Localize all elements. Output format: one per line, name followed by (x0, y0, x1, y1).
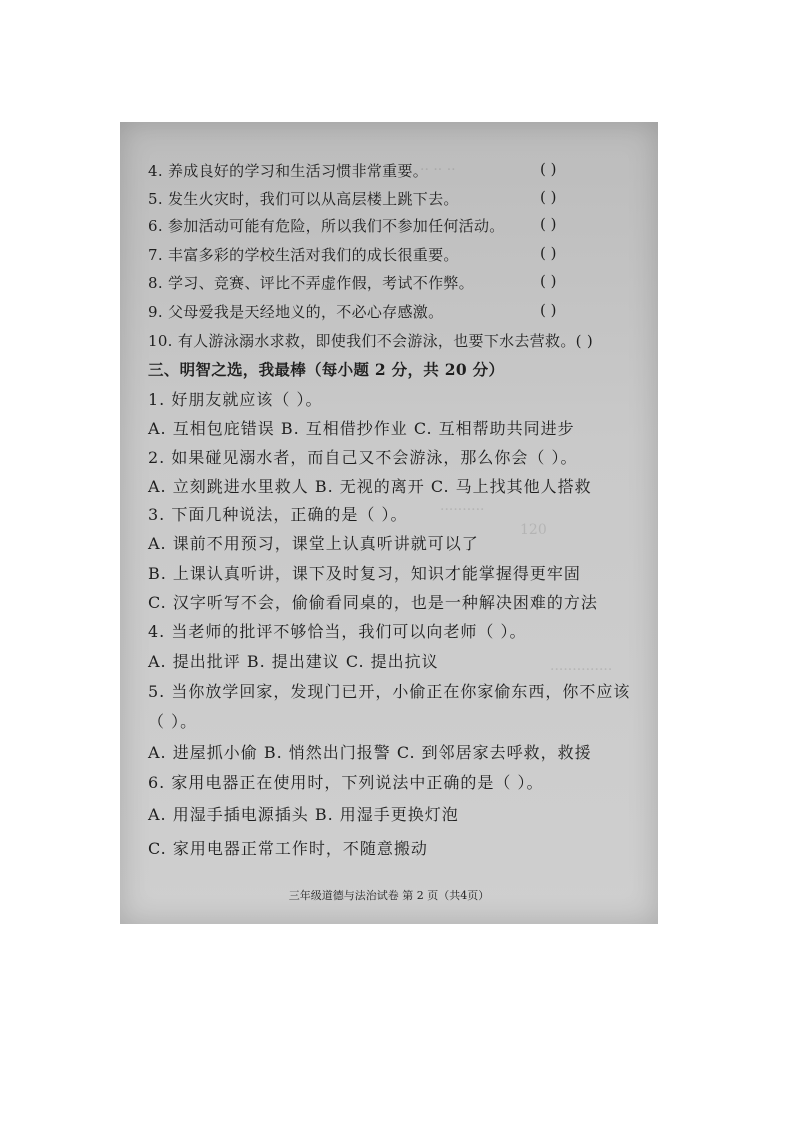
bleed-through-text: ·············· (550, 662, 613, 678)
question-6-option-c: C. 家用电器正常工作时，不随意搬动 (148, 839, 428, 858)
answer-blank[interactable]: ( ) (540, 188, 557, 206)
question-6: 6. 家用电器正在使用时，下列说法中正确的是（ ）。 (148, 773, 544, 792)
question-6-options-ab: A. 用湿手插电源插头 B. 用湿手更换灯泡 (148, 805, 459, 824)
answer-blank[interactable]: ( ) (540, 272, 557, 290)
question-1-options: A. 互相包庇错误 B. 互相借抄作业 C. 互相帮助共同进步 (148, 419, 575, 438)
question-4-options: A. 提出批评 B. 提出建议 C. 提出抗议 (148, 652, 439, 671)
judgment-item-7: 7. 丰富多彩的学校生活对我们的成长很重要。 (148, 246, 459, 264)
question-3-option-a: A. 课前不用预习，课堂上认真听讲就可以了 (148, 534, 479, 553)
judgment-item-4: 4. 养成良好的学习和生活习惯非常重要。 (148, 162, 429, 180)
bleed-through-text: ·· ·· ·· (420, 162, 456, 178)
judgment-item-8: 8. 学习、竞赛、评比不弄虚作假，考试不作弊。 (148, 274, 474, 292)
section-heading-choice: 三、明智之选，我最棒（每小题 2 分，共 20 分） (148, 360, 505, 379)
question-3-option-b: B. 上课认真听讲，课下及时复习，知识才能掌握得更牢固 (148, 564, 581, 583)
question-1: 1. 好朋友就应该（ ）。 (148, 390, 323, 409)
question-2: 2. 如果碰见溺水者，而自己又不会游泳，那么你会（ ）。 (148, 448, 578, 467)
question-4: 4. 当老师的批评不够恰当，我们可以向老师（ ）。 (148, 622, 527, 641)
judgment-item-9: 9. 父母爱我是天经地义的，不必心存感激。 (148, 303, 444, 321)
answer-blank[interactable]: ( ) (540, 301, 557, 319)
question-5: 5. 当你放学回家，发现门已开，小偷正在你家偷东西，你不应该 (148, 682, 631, 701)
judgment-item-5: 5. 发生火灾时，我们可以从高层楼上跳下去。 (148, 190, 459, 208)
answer-blank[interactable]: ( ) (540, 160, 557, 178)
question-5-blank[interactable]: （ ）。 (148, 712, 198, 731)
answer-blank[interactable]: ( ) (540, 244, 557, 262)
bleed-through-text: 120 (520, 522, 547, 538)
bleed-through-text: ·········· (440, 502, 485, 518)
page-footer: 三年级道德与法治试卷 第 2 页（共4页） (288, 889, 490, 902)
judgment-item-10: 10. 有人游泳溺水求救，即使我们不会游泳，也要下水去营救。( ) (148, 332, 593, 350)
exam-page-photo (120, 122, 658, 924)
answer-blank[interactable]: ( ) (540, 215, 557, 233)
question-3: 3. 下面几种说法，正确的是（ ）。 (148, 505, 408, 524)
question-2-options: A. 立刻跳进水里救人 B. 无视的离开 C. 马上找其他人搭救 (148, 477, 592, 496)
question-3-option-c: C. 汉字听写不会，偷偷看同桌的，也是一种解决困难的方法 (148, 593, 598, 612)
question-5-options: A. 进屋抓小偷 B. 悄然出门报警 C. 到邻居家去呼救，救援 (148, 743, 592, 762)
judgment-item-6: 6. 参加活动可能有危险，所以我们不参加任何活动。 (148, 217, 505, 235)
